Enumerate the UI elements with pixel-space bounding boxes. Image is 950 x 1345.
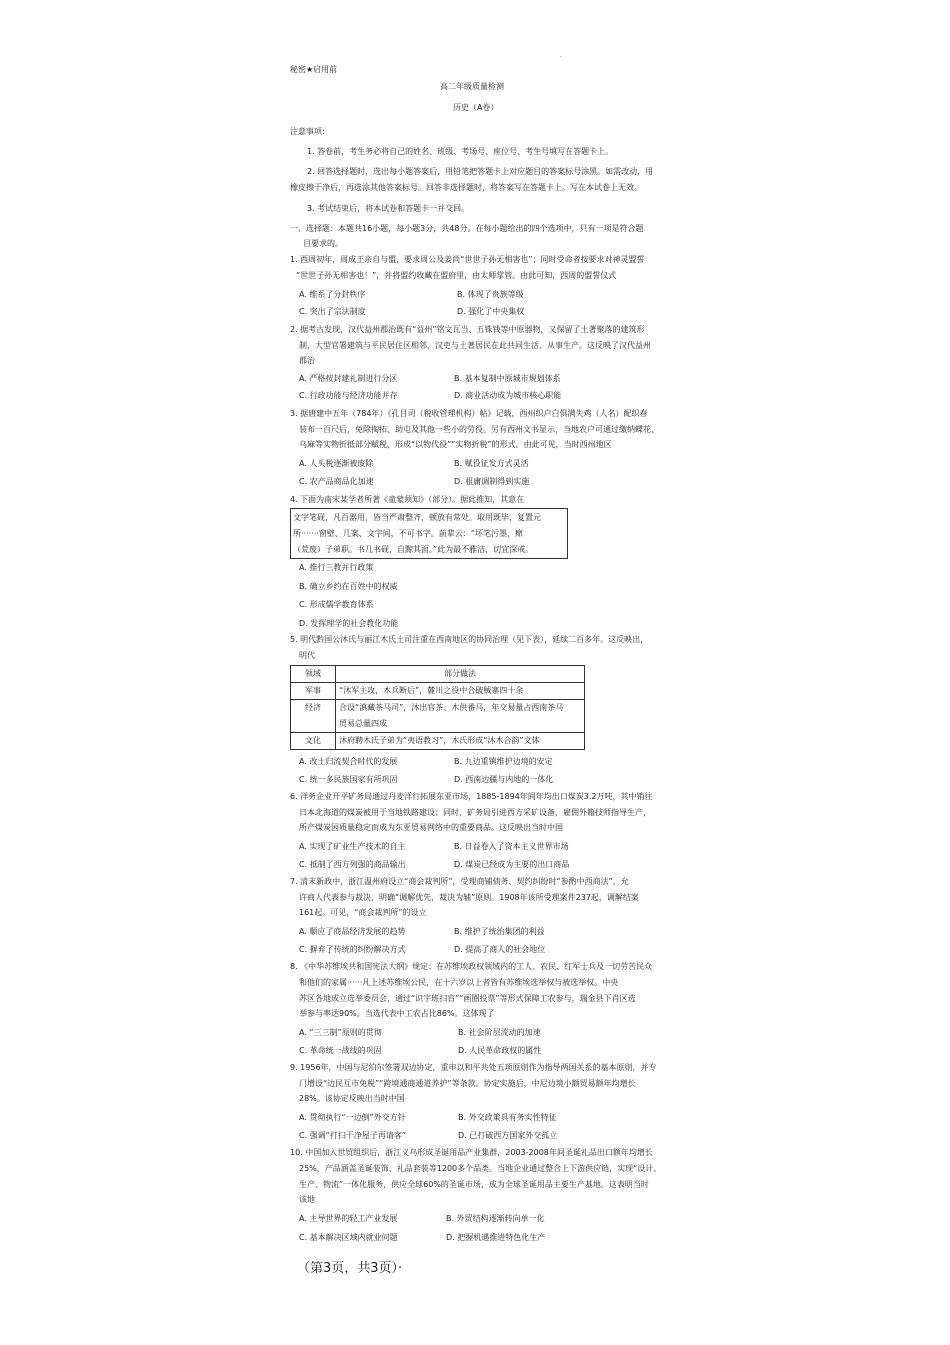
- question-7-stem: 7. 清末新政中，浙江温州府设立“商会裁判所”，受理商铺债务、契约纠纷时“参酌中西商法”，允: [290, 877, 629, 886]
- table-cell: [336, 700, 585, 733]
- question-6-option-c: C. 抵制了西方列强的商品输出: [299, 860, 406, 869]
- question-1-stem-cont: “世世子孙无相害也！”，并将盟约收藏在盟府里，由太师掌管。由此可知，西周的盟誓仪式: [296, 271, 617, 280]
- exam-title: 高二年级质量检测: [440, 82, 504, 91]
- secret-label: 秘密★启用前: [290, 65, 338, 74]
- question-3-option-d: D. 租庸调制得到实施: [454, 477, 530, 486]
- question-10-option-c: C. 基本解决区域内就业问题: [299, 1233, 398, 1242]
- question-2-option-a: A. 严格按封建礼制进行分区: [299, 374, 398, 383]
- question-7-stem-cont-2: 161起。可见，“商会裁判所”的设立: [299, 908, 427, 917]
- page-number: （第3页，共3页）·: [297, 1261, 403, 1276]
- question-5-option-c: C. 统一多民族国家有所巩固: [299, 775, 398, 784]
- table-cell-line: 合设“滇藏茶马司”，沐出官茶、木供番马，年交易量占西南茶马: [339, 703, 564, 712]
- top-dot: .: [560, 52, 562, 59]
- question-3-option-a: A. 人头税逐渐被废除: [299, 459, 374, 468]
- table-row: [291, 733, 585, 750]
- question-4-stem: 4. 下面为南宋某学者所著《童蒙须知》（部分）。据此推知，其意在: [290, 495, 525, 504]
- question-4-option-c: C. 形成儒学教育体系: [299, 600, 374, 609]
- table-cell-line: 贸易总量四成: [339, 719, 387, 728]
- notice-title: 注意事项:: [290, 127, 325, 136]
- table-header-row: [291, 666, 585, 683]
- question-9-stem-cont: 门增设“边民互市免税”“跨境通商通道养护”等条款。协定实施后，中尼边境小额贸易额年均增长: [299, 1079, 636, 1088]
- question-9-option-d: D. 已打破西方国家外交孤立: [458, 1131, 558, 1140]
- question-3-stem-cont-2: 乌麻等实物折抵部分赋税，形成“以物代役”“实物折税”的形式。由此可见，当时西州地区: [299, 440, 612, 449]
- question-4-option-b: B. 确立乡约在百姓中的权威: [299, 582, 398, 591]
- question-5-stem-cont: 明代: [299, 651, 315, 660]
- question-2-option-d: D. 商业活动成为城市核心职能: [454, 391, 562, 400]
- section-heading-cont: 目要求的。: [303, 239, 343, 248]
- question-1-option-b: B. 体现了贵族等级: [457, 290, 524, 299]
- question-7-option-d: D. 提高了商人的社会地位: [454, 945, 546, 954]
- question-5-option-b: B. 九边重镇维护边境的安定: [454, 757, 553, 766]
- question-9-stem: 9. 1956年，中国与尼泊尔签署双边协定，重申以和平共处五项原则作为指导两国关系的基本原则，并专: [290, 1063, 657, 1072]
- table-cell: 文化: [291, 733, 336, 750]
- question-9-option-a: A. 贯彻执行“一边倒”外交方针: [299, 1113, 406, 1122]
- question-6-option-b: B. 日益卷入了资本主义世界市场: [454, 842, 569, 851]
- quote-line-3: （荒废）子弟职。书几书砚，自黥其面。”此为最不雅洁，切宜深戒。: [293, 545, 534, 554]
- table-header-cell: 部分做法: [336, 666, 585, 683]
- question-2-option-b: B. 基本复制中原城市规划体系: [454, 374, 561, 383]
- question-10-option-d: D. 把握机遇推进特色化生产: [446, 1233, 546, 1242]
- table-header-cell: 领域: [291, 666, 336, 683]
- table-cell: “沐军主攻，木兵断后”，麓川之役中合破贼寨四十余: [336, 683, 585, 700]
- question-5-stem: 5. 明代黔国公沐氏与丽江木氏土司注重在西南地区的协同治理（见下表），延续二百多年。这反映出，: [290, 635, 649, 644]
- question-3-option-b: B. 赋役征发方式灵活: [454, 459, 529, 468]
- question-3-option-c: C. 农产品商品化加速: [299, 477, 374, 486]
- question-6-stem: 6. 洋务企业开平矿务局通过丹麦洋行拓展东亚市场，1885-1894年间年均出口煤炭3.2万吨，其中销往: [290, 792, 653, 801]
- question-5-option-a: A. 改土归流契合时代的发展: [299, 757, 398, 766]
- question-10-option-b: B. 外贸结构逐渐转向单一化: [446, 1214, 545, 1223]
- question-10-option-a: A. 主导世界的轻工产业发展: [299, 1214, 398, 1223]
- question-4-option-d: D. 发挥理学的社会教化功能: [299, 619, 399, 628]
- question-2-stem: 2. 据考古发现，汉代益州郡治既有“益州”铭文瓦当、五铢钱等中原器物，又保留了土著聚落的建筑形: [290, 325, 645, 334]
- notice-item-2: 2. 回答选择题时，选出每小题答案后，用铅笔把答题卡上对应题目的答案标号涂黑。如需改动，用: [307, 167, 654, 176]
- question-8-option-c: C. 革命统一战线的巩固: [299, 1046, 382, 1055]
- question-4-option-a: A. 推行三教并行政策: [299, 563, 374, 572]
- question-3-stem-cont: 装布一百尺后，免除掏拓、助屯及其他一些小的劳役。另有西州文书显示，当地农户可通过缴纳蝶花、: [299, 425, 659, 434]
- question-6-stem-cont-2: 所产煤炭因质量稳定而成为东亚贸易网络中的重要商品。这反映出当时中国: [299, 823, 563, 832]
- question-5-option-d: D. 西南边疆与内地的一体化: [454, 775, 554, 784]
- table-row: [291, 700, 585, 733]
- question-10-stem-cont-3: 该地: [299, 1195, 315, 1204]
- question-2-stem-cont: 制，大型官署建筑与平民居住区相邻，汉吏与土著居民在此共同生活、从事生产。这反映了汉代益州: [299, 341, 651, 350]
- question-10-stem-cont: 25%，产品涵盖圣诞装饰、礼品套装等1200多个品类。当地企业通过整合上下游供应链，实现“设计、: [299, 1164, 662, 1173]
- table-row: [291, 683, 585, 700]
- question-1-stem: 1. 西周初年，周成王亲自与盟，要求周公及姜尚“世世子孙无相害也”；同时受命者按要求对神灵盟誓: [290, 255, 645, 264]
- question-1-option-d: D. 强化了中央集权: [457, 307, 525, 316]
- question-1-option-c: C. 突出了宗法制度: [299, 307, 366, 316]
- question-9-option-b: B. 外交政策具有务实性特征: [458, 1113, 557, 1122]
- question-2-option-c: C. 行政功能与经济功能并存: [299, 391, 398, 400]
- question-10-stem-cont-2: 生产、物流”一体化服务，供应全球60%的圣诞市场，成为全球圣诞用品主要生产基地。这表明当时: [299, 1180, 649, 1189]
- question-7-stem-cont: 许商人代表参与裁决，明确“调解优先，裁决为辅”原则。1908年该所受理案件237起，调解结案: [299, 893, 639, 902]
- question-7-option-c: C. 摒弃了传统的纠纷解决方式: [299, 945, 406, 954]
- question-8-stem-cont-3: 举参与率达90%，当选代表中工农占比86%。这体现了: [299, 1009, 495, 1018]
- question-8-option-d: D. 人民革命政权的属性: [458, 1046, 542, 1055]
- question-1-option-a: A. 维系了分封秩序: [299, 290, 366, 299]
- question-2-stem-cont-2: 郡治: [299, 356, 315, 365]
- table-cell: 经济: [291, 700, 336, 733]
- question-4-quote-box: [290, 508, 568, 559]
- question-6-stem-cont: 日本北海道的煤炭被用于当地铁路建设；同时，矿务局引进西方采矿设备，雇佣外籍技师指导生产，: [299, 808, 651, 817]
- table-cell: 军事: [291, 683, 336, 700]
- question-9-stem-cont-2: 28%。该协定反映出当时中国: [299, 1094, 405, 1103]
- question-9-option-c: C. 强调“打扫干净屋子再请客”: [299, 1131, 406, 1140]
- exam-subtitle: 历史（A卷）: [453, 103, 499, 112]
- quote-line-2: 所·······窗壁、几案、文字间，不可书字。前辈云：“坏笔污墨，瘝: [293, 529, 523, 538]
- question-8-option-b: B. 社会阶层流动的加速: [458, 1028, 541, 1037]
- section-heading: 一、选择题：本题共16小题，每小题3分，共48分。在每小题给出的四个选项中，只有一项是符合题: [290, 224, 644, 233]
- question-8-stem-cont: 和他们的家属······凡上述苏维埃公民，在十六岁以上者皆有苏维埃选举权与被选举权。中央: [299, 978, 619, 987]
- question-8-stem-cont-2: 苏区各地成立选举委员会，通过“识字班扫盲”“画圈投票”等形式保障工农参与，瑞金县下肖区选: [299, 994, 636, 1003]
- question-8-stem: 8. 《中华苏维埃共和国宪法大纲》规定：在苏维埃政权领域内的工人、农民、红军士兵及一切劳苦民众: [290, 962, 653, 971]
- notice-item-3: 3. 考试结束后，将本试卷和答题卡一并交回。: [307, 204, 470, 213]
- quote-line-1: 文字笔砚，凡百器用，皆当严肃整齐，顿放有常处。取用既毕，复置元: [293, 513, 541, 522]
- question-7-option-a: A. 顺应了商品经济发展的趋势: [299, 927, 406, 936]
- question-3-stem: 3. 据唐建中五年（784年）《孔目司（税收管理机构）帖》记载，西州织户白俱满失鸡（人名）配织春: [290, 409, 648, 418]
- notice-item-1: 1. 答卷前，考生务必将自己的姓名、班级、考场号、座位号、考生号填写在答题卡上。: [307, 147, 614, 156]
- question-7-option-b: B. 维护了统治集团的利益: [454, 927, 545, 936]
- question-6-option-d: D. 煤炭已经成为主要的出口商品: [454, 860, 570, 869]
- question-8-option-a: A. “三三制”原则的贯彻: [299, 1028, 382, 1037]
- question-6-option-a: A. 实现了矿业生产技术的自主: [299, 842, 406, 851]
- notice-item-2-cont: 橡皮擦干净后，再选涂其他答案标号。回答非选择题时，将答案写在答题卡上。写在本试卷上无效。: [290, 183, 642, 192]
- question-10-stem: 10. 中国加入世贸组织后，浙江义乌形成圣诞用品产业集群，2003-2008年间圣诞礼品出口额年均增长: [290, 1148, 653, 1157]
- question-5-table: [290, 665, 585, 750]
- table-cell: 沐府聘木氏子弟为“夷语教习”，木氏形成“沐木合韵”文体: [336, 733, 585, 750]
